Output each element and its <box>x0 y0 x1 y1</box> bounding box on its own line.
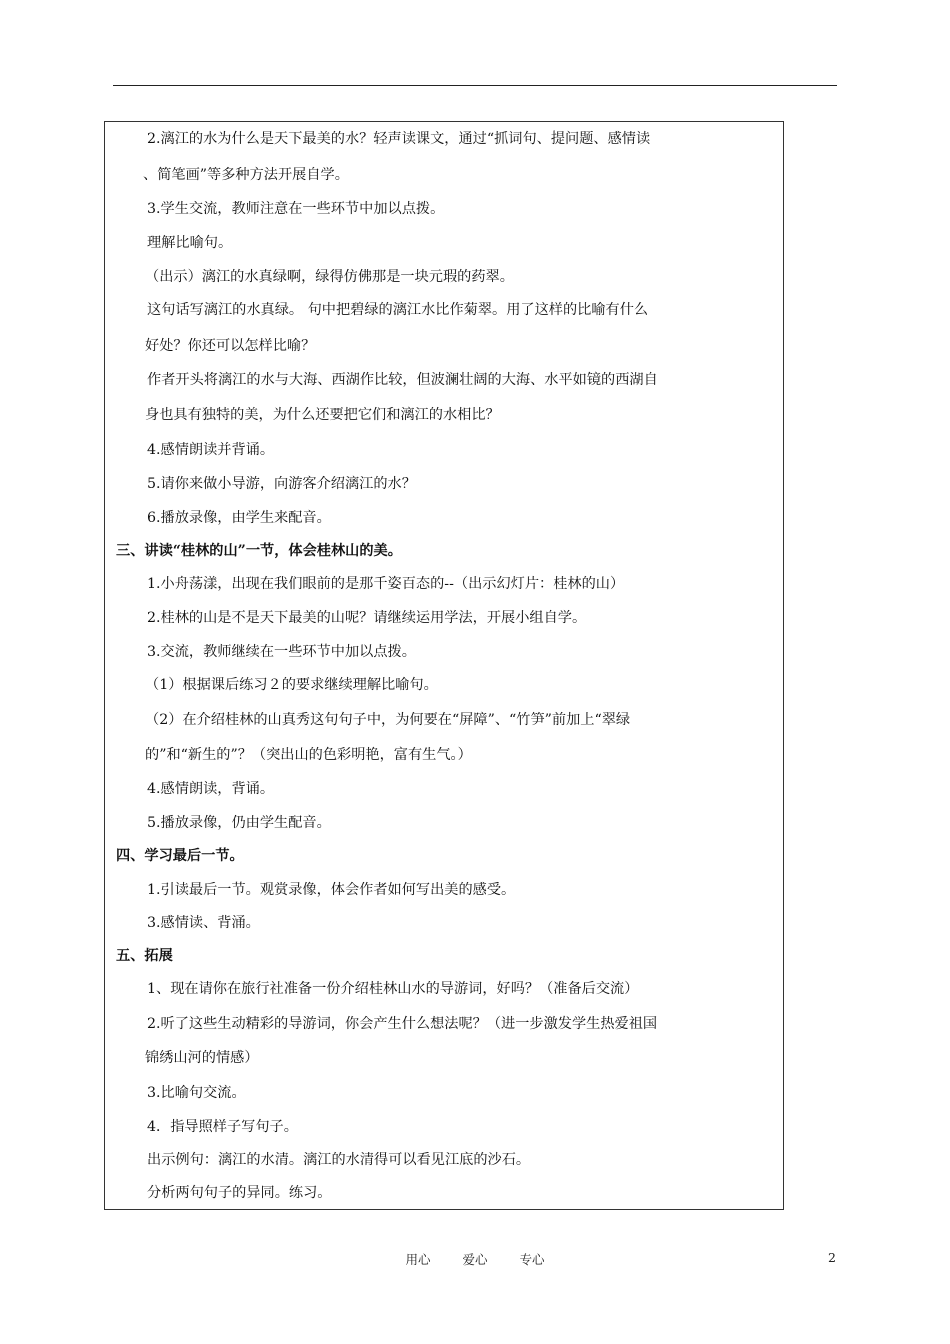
text-line: 5.播放录像，仍由学生配音。 <box>147 815 331 831</box>
text-line: 3.交流，教师继续在一些环节中加以点拨。 <box>147 644 416 660</box>
text-line: 理解比喻句。 <box>147 235 233 251</box>
text-line: 身也具有独特的美，为什么还要把它们和漓江的水相比？ <box>145 407 500 423</box>
text-line: 1、现在请你在旅行社准备一份介绍桂林山水的导游词，好吗？（准备后交流） <box>147 981 639 997</box>
text-line: 4.感情朗读，背诵。 <box>147 781 275 797</box>
footer-text-b: 爱心 <box>462 1252 488 1267</box>
text-line: 4．指导照样子写句子。 <box>147 1119 298 1135</box>
footer-text-c: 专心 <box>519 1252 545 1267</box>
section-heading-5: 五、拓展 <box>116 948 173 964</box>
section-heading-4: 四、学习最后一节。 <box>116 848 244 864</box>
text-line: 3.学生交流，教师注意在一些环节中加以点拨。 <box>147 201 445 217</box>
text-line: 2.桂林的山是不是天下最美的山呢？请继续运用学法，开展小组自学。 <box>147 610 587 626</box>
page-number: 2 <box>828 1250 836 1265</box>
text-line: 4.感情朗读并背诵。 <box>147 442 275 458</box>
text-line: （1）根据课后练习２的要求继续理解比喻句。 <box>145 677 438 693</box>
text-line: 6.播放录像，由学生来配音。 <box>147 510 331 526</box>
text-line: 出示例句：漓江的水清。漓江的水清得可以看见江底的沙石。 <box>147 1152 531 1168</box>
text-line: 、简笔画”等多种方法开展自学。 <box>143 167 349 183</box>
text-line: 3.感情读、背涌。 <box>147 915 260 931</box>
footer-text-a: 用心 <box>405 1252 431 1267</box>
page-footer <box>0 1250 950 1268</box>
text-line: （出示）漓江的水真绿啊，绿得仿佛那是一块元瑕的药翠。 <box>145 269 514 285</box>
header-rule <box>113 85 837 86</box>
text-line: 3.比喻句交流。 <box>147 1085 246 1101</box>
text-line: 2.听了这些生动精彩的导游词，你会产生什么想法呢？（进一步激发学生热爱祖国 <box>147 1016 658 1032</box>
text-line: （2）在介绍桂林的山真秀这句句子中，为何要在“屏障”、“竹笋”前加上“翠绿 <box>145 712 631 728</box>
lesson-plan-box <box>104 121 784 1210</box>
text-line: 的”和“新生的”？（突出山的色彩明艳，富有生气。） <box>145 747 472 763</box>
text-line: 作者开头将漓江的水与大海、西湖作比较，但波澜壮阔的大海、水平如镜的西湖自 <box>147 372 658 388</box>
text-line: 1.引读最后一节。观赏录像，体会作者如何写出美的感受。 <box>147 882 516 898</box>
text-line: 5.请你来做小导游，向游客介绍漓江的水？ <box>147 476 416 492</box>
text-line: 锦绣山河的情感） <box>145 1050 259 1066</box>
text-line: 这句话写漓江的水真绿。 句中把碧绿的漓江水比作菊翠。用了这样的比喻有什么 <box>147 302 649 318</box>
text-line: 好处？你还可以怎样比喻？ <box>145 338 316 354</box>
section-heading-3: 三、讲读“桂林的山”一节，体会桂林山的美。 <box>116 543 402 559</box>
text-line: 1.小舟荡漾，出现在我们眼前的是那千姿百态的--（出示幻灯片：桂林的山） <box>147 576 625 592</box>
text-line: 2.漓江的水为什么是天下最美的水？轻声读课文，通过“抓词句、提问题、感情读 <box>147 131 651 147</box>
text-line: 分析两句句子的异同。练习。 <box>147 1185 332 1201</box>
